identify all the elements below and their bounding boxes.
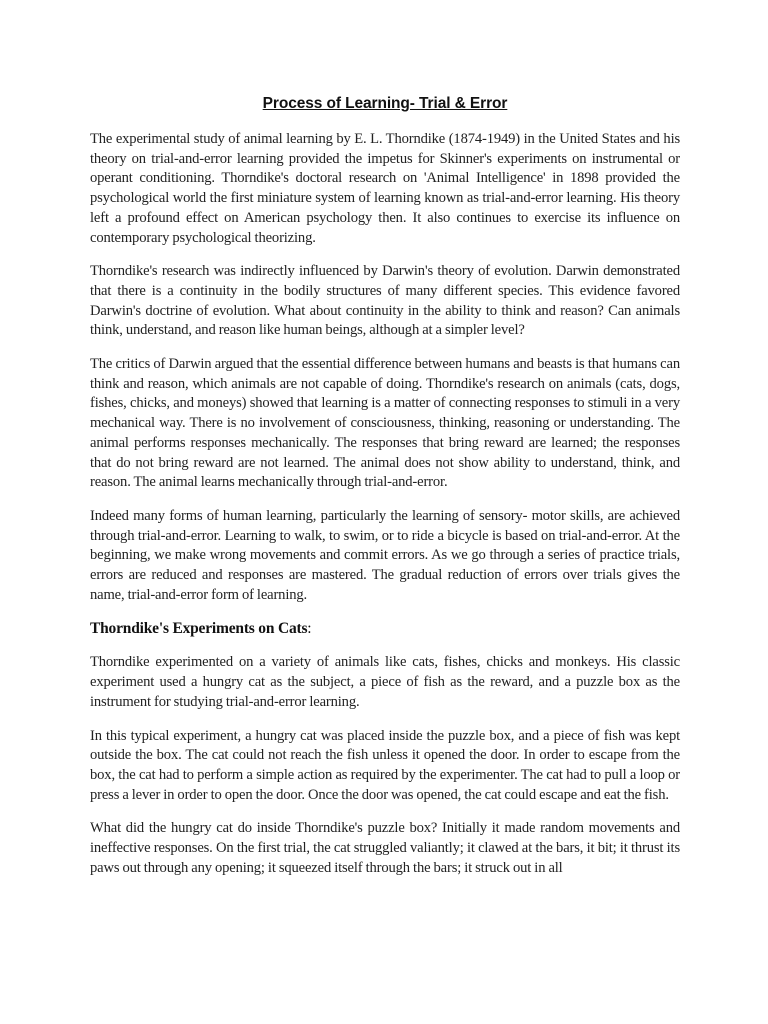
section-heading — [90, 619, 680, 639]
document-page — [90, 94, 680, 879]
paragraph-human-learning: Indeed many forms of human learning, particularly the learning of sensory- motor skills, are achieved through trial-and-error. Learning to walk, to swim, or to ride a bicycle is based on trial-and-error. At the beginning, we make wrong movements and commit errors. As we go through a series of practice trials, errors are reduced and responses are mastered. The gradual reduction of errors over trials gives the name, trial-and-error form of learning. — [90, 507, 680, 603]
paragraph-cat-behavior: What did the hungry cat do inside Thorndike's puzzle box? Initially it made random movements and ineffective responses. On the first trial, the cat struggled valiantly; it clawed at the bars, it bit; it thrust its paws out through any opening; it squeezed itself through the bars; it struck out in all — [90, 820, 680, 876]
paragraph-intro: The experimental study of animal learning by E. L. Thorndike (1874-1949) in the United States and his theory on trial-and-error learning provided the impetus for Skinner's experiments on instrumental or operant conditioning. Thorndike's doctoral research on 'Animal Intelligence' in 1898 provided the psychological world the first miniature system of learning known as trial-and-error learning. His theory left a profound effect on American psychology then. It also continues to exercise its influence on contemporary psychological theorizing. — [90, 131, 680, 246]
section-heading-text: Thorndike's Experiments on Cats — [90, 620, 308, 638]
paragraph-puzzle-box: In this typical experiment, a hungry cat was placed inside the puzzle box, and a piece of fish was kept outside the box. The cat could not reach the fish unless it opened the door. In order to escape from the box, the cat had to perform a simple action as required by the experimenter. The cat had to pull a loop or press a lever in order to open the door. Once the door was opened, the cat could escape and eat the fish. — [90, 727, 680, 803]
section-heading-colon: : — [307, 620, 312, 638]
document-title: Process of Learning- Trial & Error — [262, 95, 508, 112]
paragraph-darwin-influence: Thorndike's research was indirectly influenced by Darwin's theory of evolution. Darwin demonstrated that there is a continuity in the bodily structures of many different species. This evidence favored Darwin's doctrine of evolution. What about continuity in the ability to think and reason? Can animals think, understand, and reason like human beings, although at a simpler level? — [90, 263, 680, 339]
paragraph-critics-of-darwin: The critics of Darwin argued that the essential difference between humans and beasts is that humans can think and reason, which animals are not capable of doing. Thorndike's research on animals (cats, dogs, fishes, chicks, and moneys) showed that learning is a matter of connecting responses to stimuli in a very mechanical way. There is no involvement of consciousness, thinking, reasoning or understanding. The animal performs responses mechanically. The responses that bring reward are learned; the responses that do not bring reward are not learned. The animal does not show ability to understand, think, and reason. The animal learns mechanically through trial-and-error. — [90, 356, 680, 491]
paragraph-experiment-overview: Thorndike experimented on a variety of animals like cats, fishes, chicks and monkeys. His classic experiment used a hungry cat as the subject, a piece of fish as the reward, and a puzzle box as the instrument for studying trial-and-error learning. — [90, 654, 680, 710]
